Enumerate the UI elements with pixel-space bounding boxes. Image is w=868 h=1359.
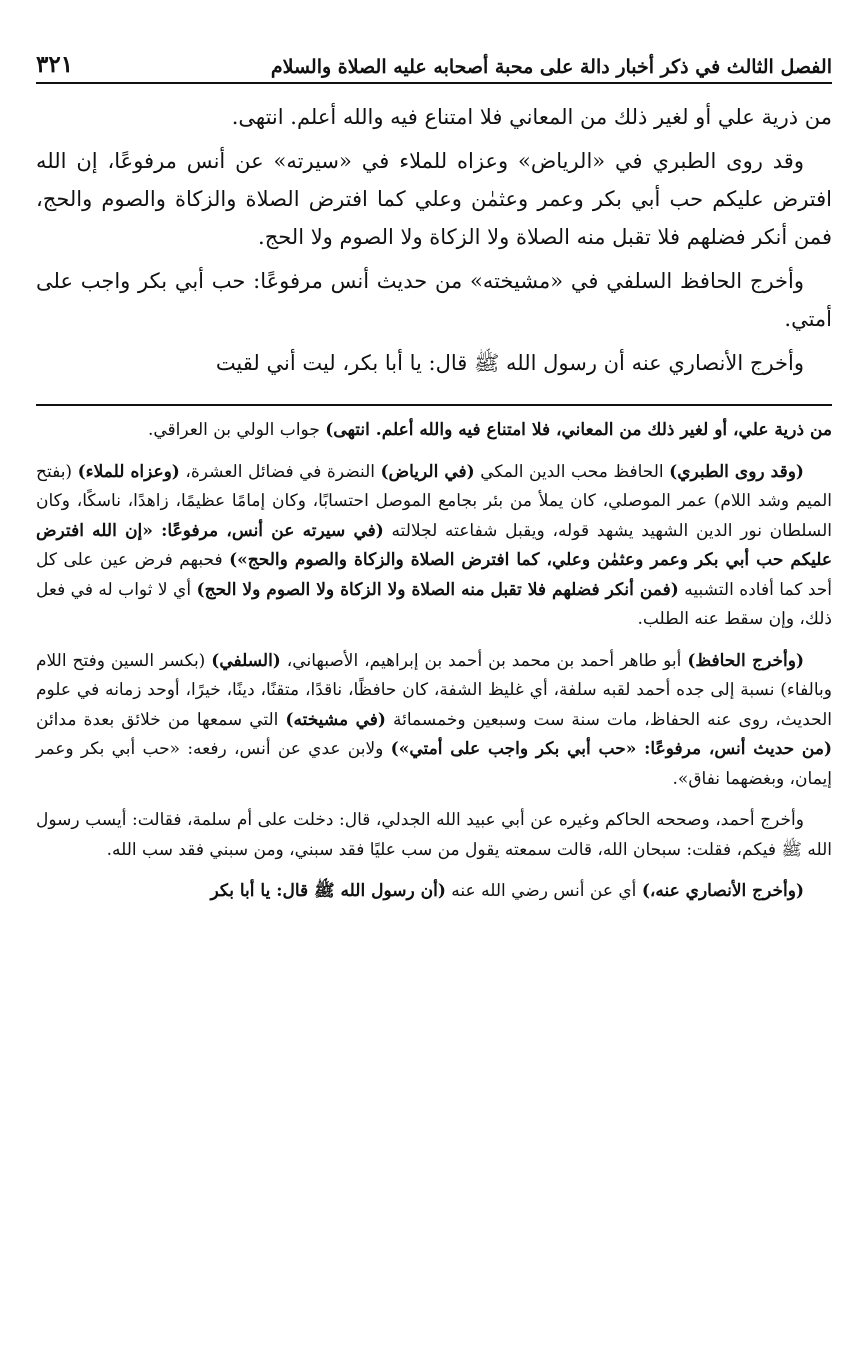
commentary-segment: التي سمعها من خلائق بعدة مدائن — [36, 709, 286, 730]
commentary-segment: فحبهم فرض عين على كل أحد كما أفاده التشبيه — [36, 550, 832, 600]
commentary-paragraph — [36, 806, 832, 865]
quoted-matn-segment: (وعزاه للملاء) — [77, 461, 180, 482]
commentary-segment: أبو طاهر أحمد بن محمد بن أحمد بن إبراهيم، الأصبهاني، — [280, 650, 688, 671]
quoted-matn-segment: (فمن أنكر فضلهم فلا تقبل منه الصلاة ولا الزكاة ولا الصوم ولا الحج) — [196, 579, 679, 600]
quoted-matn-segment: (وأخرج الحافظ) — [687, 650, 804, 671]
separator-rule — [36, 404, 832, 406]
commentary-segment: النضرة في فضائل العشرة، — [179, 461, 381, 482]
quoted-matn-segment: (في مشيخته) — [285, 709, 386, 730]
quoted-matn-segment: (وقد روى الطبري) — [669, 461, 804, 482]
commentary-segment: (بكسر السين وفتح اللام وبالفاء) نسبة إلى جده أحمد لقبه سلفة، أي غليظ الشفة، كان حافظًا، ناقدًا، متقنًا، دينًا، خيرًا، أوحد زمانه في علوم الحديث، روى عنه الحفاظ، مات سنة ست وسبعين وخمسمائة — [36, 650, 832, 730]
matn-paragraph: وأخرج الحافظ السلفي في «مشيخته» من حديث أنس مرفوعًا: حب أبي بكر واجب على أمتي. — [36, 269, 832, 331]
quoted-matn-segment: (أن رسول الله ﷺ قال: يا أبا بكر — [210, 881, 446, 901]
quoted-matn-segment: (في سيرته عن أنس، مرفوعًا: «إن الله افترض عليكم حب أبي بكر وعمر وعثمٰن وعلي، كما افترض الصلاة والزكاة والصوم والحج») — [36, 520, 832, 570]
commentary-segment: جواب الولي بن العراقي. — [147, 420, 326, 440]
main-text — [36, 98, 832, 382]
page-number: ٣٢١ — [36, 51, 74, 78]
commentary-paragraph — [36, 458, 832, 635]
commentary-segment: (بفتح الميم وشد اللام) عمر الموصلي، كان يملأ من بئر بجامع الموصل احتسابًا، وكان إمامًا عظيمًا، زاهدًا، ناسكًا، وكان السلطان نور الدين الشهيد يشهد قوله، ويقبل شفاعته لجلالته — [36, 461, 832, 541]
commentary-text — [36, 416, 832, 907]
commentary-segment: أي عن أنس رضي الله عنه — [445, 881, 642, 901]
matn-paragraph: وأخرج الأنصاري عنه أن رسول الله ﷺ قال: يا أبا بكر، ليت أني لقيت — [215, 351, 804, 375]
quoted-matn-segment: (وأخرج الأنصاري عنه،) — [641, 881, 804, 901]
commentary-segment: ولابن عدي عن أنس، رفعه: «حب أبي بكر وعمر إيمان، وبغضهما نفاق». — [36, 739, 832, 789]
matn-paragraph: وقد روى الطبري في «الرياض» وعزاه للملاء في «سيرته» عن أنس مرفوعًا، إن الله افترض عليكم حب أبي بكر وعمر وعثمٰن وعلي كما افترض الصلاة والزكاة والصوم والحج، فمن أنكر فضلهم فلا تقبل منه الصلاة ولا الزكاة ولا الصوم ولا الحج. — [36, 149, 832, 249]
commentary-segment: وأخرج أحمد، وصححه الحاكم وغيره عن أبي عبيد الله الجدلي، قال: دخلت على أم سلمة، فقالت: أيسب رسول الله ﷺ فيكم، فقلت: سبحان الله، قالت سمعته يقول من سب عليًا فقد سبني، ومن سبني فقد سب الله. — [36, 810, 832, 860]
commentary-paragraph — [36, 877, 832, 907]
running-title: الفصل الثالث في ذكر أخبار دالة على محبة أصحابه عليه الصلاة والسلام — [270, 56, 832, 78]
quoted-matn-segment: (من حديث أنس، مرفوعًا: «حب أبي بكر واجب على أمتي») — [390, 739, 832, 759]
commentary-paragraph — [36, 647, 832, 795]
matn-paragraph: من ذرية علي أو لغير ذلك من المعاني فلا امتناع فيه والله أعلم. انتهى. — [231, 105, 832, 129]
quoted-matn-segment: (في الرياض) — [380, 461, 475, 482]
commentary-segment: أي لا ثواب له في فعل ذلك، وإن سقط عنه الطلب. — [36, 579, 832, 629]
quoted-matn-segment: (السلفي) — [211, 650, 281, 671]
quoted-matn-segment: من ذرية علي، أو لغير ذلك من المعاني، فلا امتناع فيه والله أعلم. انتهى) — [325, 420, 832, 440]
page-header — [36, 44, 832, 84]
commentary-paragraph — [36, 416, 832, 446]
commentary-segment: الحافظ محب الدين المكي — [474, 461, 670, 482]
